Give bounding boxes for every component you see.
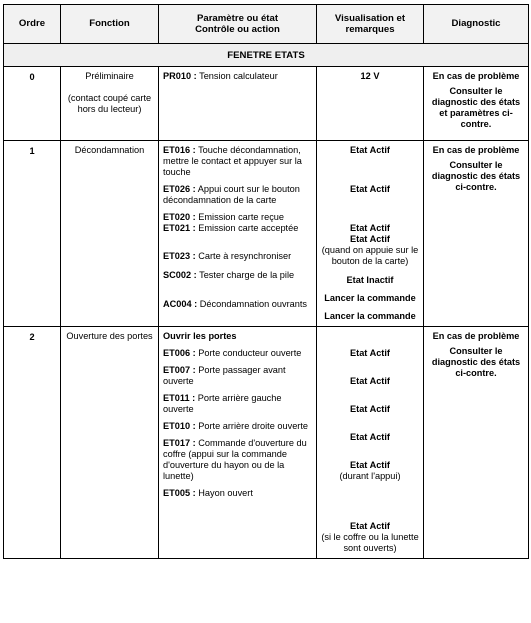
parameter-code: ET021 : (163, 223, 196, 233)
parameter-text: Touche décondamnation, mettre le contact et appuyer sur la touche (163, 145, 302, 177)
visualisation-value: Lancer la commande (324, 311, 416, 321)
parameter-code: ET016 : (163, 145, 196, 155)
diagnostic-title: En cas de problème (432, 145, 520, 155)
parameter-text: Emission carte reçue (195, 212, 285, 222)
section-title: FENETRE ETATS (4, 44, 529, 67)
parameter-code: ET005 : (163, 488, 196, 498)
diagnostic-text: Consulter le diagnostic des états ci-contre. (431, 346, 521, 378)
visualisation-value: Etat Actif (350, 348, 390, 358)
parameter-text: Emission carte acceptée (195, 223, 299, 233)
parameter-code: PR010 : (163, 71, 197, 81)
parameter-entry (163, 223, 312, 234)
parameter-entry (163, 365, 312, 387)
diagnostic-text: Consulter le diagnostic des états ci-contre. (431, 160, 521, 192)
row-diagnostic (424, 67, 529, 141)
parameter-text: Tester charge de la pile (196, 270, 295, 280)
parameter-code: ET023 : (163, 251, 196, 261)
parameter-text: Décondamnation ouvrants (197, 299, 308, 309)
parameter-code: ET010 : (163, 421, 196, 431)
parameter-entry (163, 488, 312, 499)
parameter-entry (163, 421, 312, 432)
table-row (4, 67, 529, 141)
parameter-entry (163, 251, 312, 262)
row-fonction-title: Préliminaire (85, 71, 134, 81)
parameter-text: Porte arrière droite ouverte (195, 421, 309, 431)
visualisation-note: (si le coffre ou la lunette sont ouverts) (321, 532, 419, 553)
parameter-code: ET011 : (163, 393, 196, 403)
parameter-subheading: Ouvrir les portes (163, 331, 237, 341)
row-diagnostic (424, 327, 529, 559)
parameter-entry (163, 71, 312, 82)
row-fonction (61, 141, 159, 327)
header-row (4, 5, 529, 44)
visualisation-value: Etat Actif (350, 521, 390, 531)
parameter-entry (163, 393, 312, 415)
row-fonction-note: (contact coupé carte hors du lecteur) (67, 93, 152, 114)
header-visualisation-line1: Visualisation et (334, 12, 406, 24)
parameter-entry (163, 145, 312, 178)
visualisation-value: 12 V (360, 71, 380, 81)
parameter-entry (163, 438, 312, 482)
diagnostic-table (3, 4, 529, 559)
section-row (4, 44, 529, 67)
row-diagnostic (424, 141, 529, 327)
row-visualisation (317, 327, 424, 559)
visualisation-value: Etat Actif (350, 460, 390, 470)
parameter-text: Tension calculateur (196, 71, 278, 81)
row-parametres (159, 141, 317, 327)
parameter-code: AC004 : (163, 299, 198, 309)
visualisation-value: Lancer la commande (324, 293, 416, 303)
header-parametre-line2: Contrôle ou action (195, 24, 280, 35)
row-ordre: 0 (4, 67, 61, 141)
header-visualisation-line2: remarques (345, 24, 395, 35)
parameter-text: Carte à resynchroniser (195, 251, 292, 261)
diagnostic-text: Consulter le diagnostic des états et paramètres ci-contre. (431, 86, 521, 129)
parameter-text: Porte passager avant ouverte (163, 365, 286, 386)
row-fonction (61, 327, 159, 559)
visualisation-value: Etat Actif (350, 145, 390, 155)
row-parametres (159, 327, 317, 559)
visualisation-value: Etat Actif (350, 376, 390, 386)
visualisation-value: Etat Actif (350, 184, 390, 194)
parameter-entry (163, 184, 312, 206)
parameter-text: Porte arrière gauche ouverte (163, 393, 282, 414)
row-ordre: 2 (4, 327, 61, 559)
row-visualisation (317, 67, 424, 141)
row-visualisation (317, 141, 424, 327)
visualisation-value: Etat Actif (350, 404, 390, 414)
header-diagnostic: Diagnostic (424, 5, 529, 44)
header-visualisation (317, 5, 424, 44)
parameter-code: ET007 : (163, 365, 196, 375)
visualisation-value: Etat Inactif (346, 275, 394, 285)
parameter-code: ET017 : (163, 438, 196, 448)
visualisation-note: (durant l'appui) (339, 471, 401, 481)
header-parametre (159, 5, 317, 44)
parameter-entry (163, 299, 312, 310)
header-ordre: Ordre (4, 5, 61, 44)
diagnostic-title: En cas de problème (432, 71, 520, 81)
parameter-code: ET006 : (163, 348, 196, 358)
row-fonction (61, 67, 159, 141)
row-parametres (159, 67, 317, 141)
header-fonction: Fonction (61, 5, 159, 44)
table-row (4, 327, 529, 559)
visualisation-value: Etat Actif (350, 432, 390, 442)
visualisation-note: (quand on appuie sur le bouton de la carte) (321, 245, 419, 266)
header-parametre-line1: Paramètre ou état (196, 12, 279, 24)
row-fonction-title: Ouverture des portes (66, 331, 153, 341)
visualisation-value: Etat Actif (350, 223, 390, 233)
parameter-code: SC002 : (163, 270, 197, 280)
parameter-code: ET026 : (163, 184, 196, 194)
parameter-entry (163, 212, 312, 223)
row-fonction-title: Décondamnation (74, 145, 145, 155)
parameter-text: Porte conducteur ouverte (195, 348, 302, 358)
parameter-entry (163, 270, 312, 281)
parameter-code: ET020 : (163, 212, 196, 222)
diagnostic-table-page (3, 4, 528, 559)
parameter-text: Hayon ouvert (195, 488, 253, 498)
parameter-text: Commande d'ouverture du coffre (appui sur la commande d'ouverture du hayon ou de la lunette) (163, 438, 307, 481)
diagnostic-title: En cas de problème (432, 331, 520, 341)
parameter-entry (163, 348, 312, 359)
visualisation-value: Etat Actif (350, 234, 390, 244)
parameter-text: Appui court sur le bouton décondamnation de la carte (163, 184, 300, 205)
table-row (4, 141, 529, 327)
row-ordre: 1 (4, 141, 61, 327)
